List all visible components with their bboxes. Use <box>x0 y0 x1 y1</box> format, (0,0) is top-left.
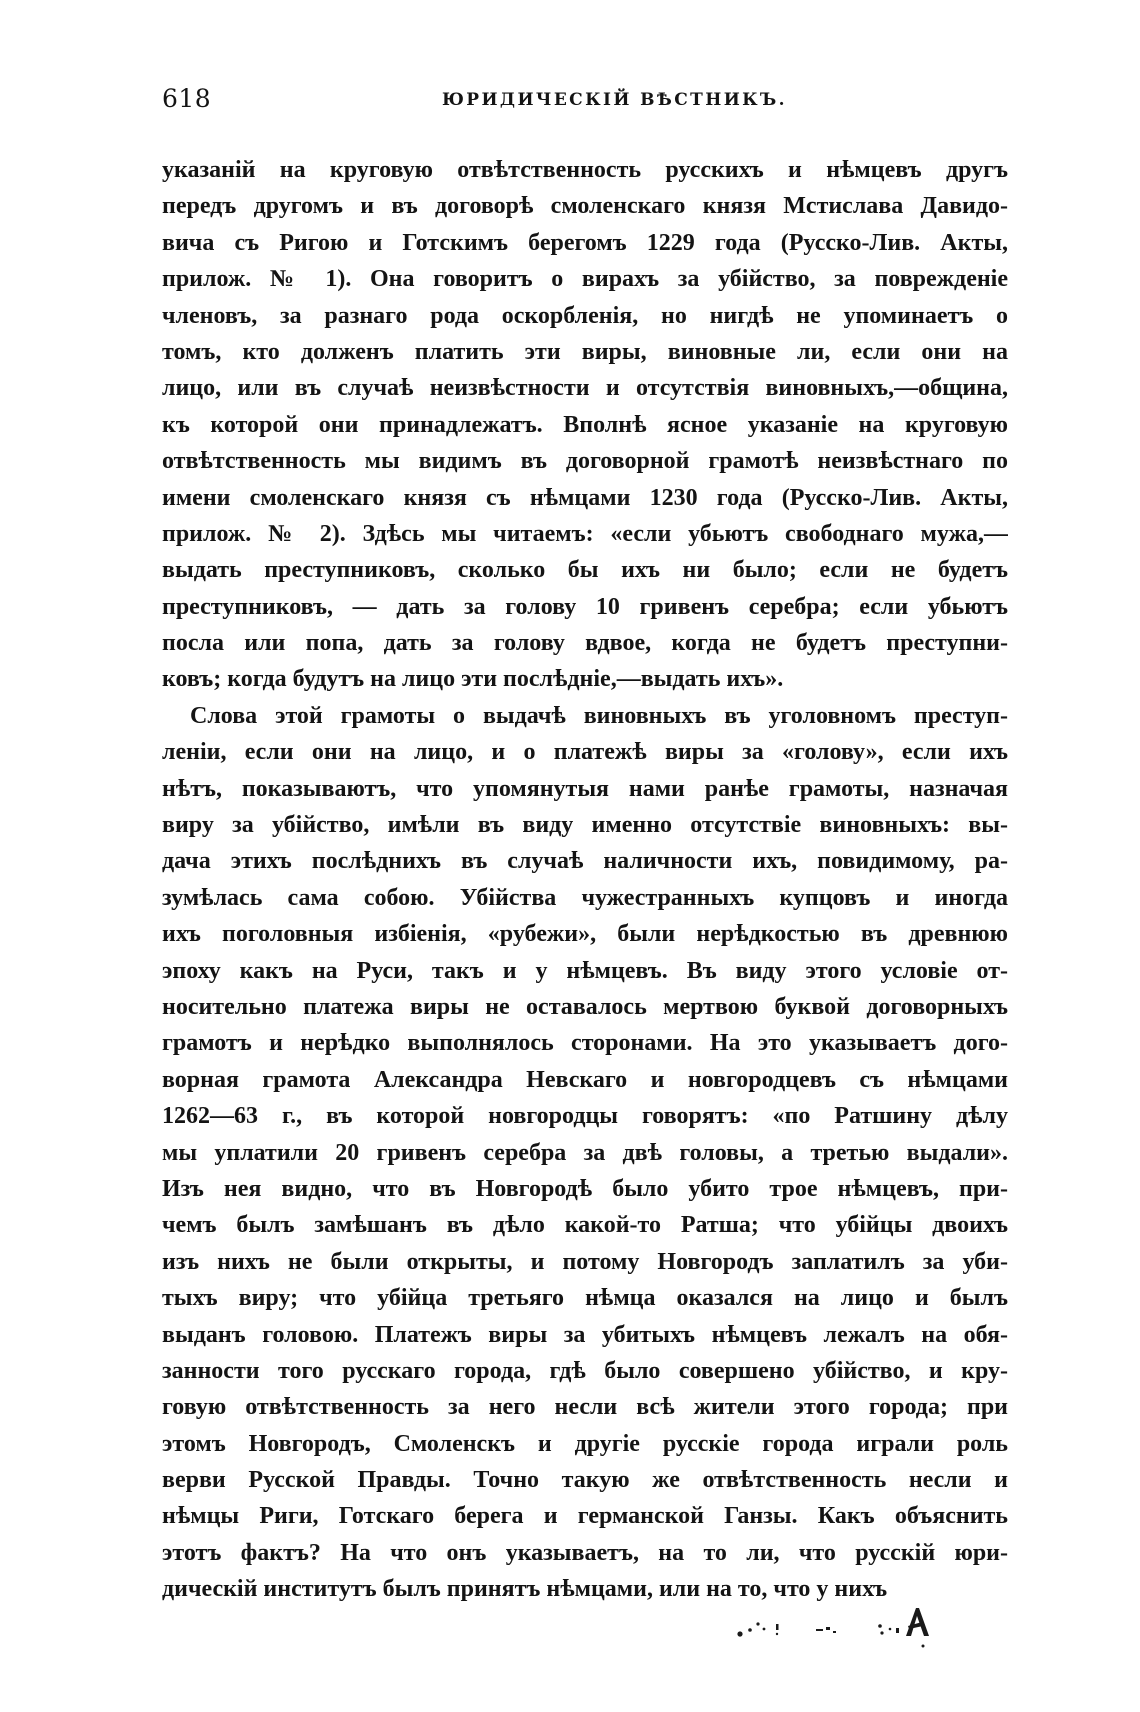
text-line: ихъ поголовныя избіенія, «рубежи», были нерѣдкостью въ древнюю <box>162 921 1008 948</box>
text-line: къ которой они принадлежатъ. Вполнѣ ясное указаніе на круговую <box>162 411 1008 438</box>
text-line: прилож. № 2). Здѣсь мы читаемъ: «если убьютъ свободнаго мужа,— <box>162 520 1008 547</box>
text-line: нѣмцы Риги, Готскаго берега и германской Ганзы. Какъ объяснить <box>162 1503 1008 1530</box>
text-line: выданъ головою. Платежъ виры за убитыхъ нѣмцевъ лежалъ на обя- <box>162 1321 1008 1348</box>
text-line: ковъ; когда будутъ на лицо эти послѣдніе,—выдать ихъ». <box>162 666 784 693</box>
body-text <box>162 152 1008 1608</box>
text-line: прилож. № 1). Она говоритъ о вирахъ за убійство, за поврежденіе <box>162 266 1008 293</box>
text-line: членовъ, за разнаго рода оскорбленія, но нигдѣ не упоминаетъ о <box>162 302 1008 329</box>
text-line: чемъ былъ замѣшанъ въ дѣло какой-то Ратша; что убійцы двоихъ <box>162 1212 1008 1239</box>
text-line: мы уплатили 20 гривенъ серебра за двѣ головы, а третью выдали». <box>162 1139 1008 1166</box>
text-line: томъ, кто долженъ платить эти виры, виновные ли, если они на <box>162 338 1008 365</box>
text-line: посла или попа, дать за голову вдвое, когда не будетъ преступни- <box>162 630 1008 657</box>
catchword-ink-marks <box>730 1602 960 1652</box>
text-line: лицо, или въ случаѣ неизвѣстности и отсутствія виновныхъ,—община, <box>162 375 1008 402</box>
text-line: указаній на круговую отвѣтственность русскихъ и нѣмцевъ другъ <box>162 157 1008 183</box>
catchword-text: ... <box>740 1644 744 1649</box>
text-line: эпоху какъ на Руси, такъ и у нѣмцевъ. Въ виду этого условіе от- <box>162 957 1008 984</box>
text-line: этотъ фактъ? На что онъ указываетъ, на то ли, что русскій юри- <box>162 1539 1008 1566</box>
text-line: вича съ Ригою и Готскимъ берегомъ 1229 года (Русско-Лив. Акты, <box>162 229 1008 256</box>
text-line: изъ нихъ не были открыты, и потому Новгородъ заплатилъ за уби- <box>162 1248 1008 1275</box>
text-line: виру за убійство, имѣли въ виду именно отсутствіе виновныхъ: вы- <box>162 812 1008 839</box>
running-title: ЮРИДИЧЕСКІЙ ВѢСТНИКЪ. <box>442 90 787 110</box>
text-line: передъ другомъ и въ договорѣ смоленскаго князя Мстислава Давидо- <box>162 193 1008 220</box>
text-line: леніи, если они на лицо, и о платежѣ виры за «голову», если ихъ <box>162 739 1008 766</box>
text-line: выдать преступниковъ, сколько бы ихъ ни было; если не будетъ <box>162 557 1008 584</box>
text-line: Слова этой грамоты о выдачѣ виновныхъ въ уголовномъ преступ- <box>190 702 1008 729</box>
text-line: Изъ нея видно, что въ Новгородѣ было убито трое нѣмцевъ, при- <box>162 1175 1008 1202</box>
text-line: носительно платежа виры не оставалось мертвою буквой договорныхъ <box>162 993 1008 1020</box>
text-line: занности того русскаго города, гдѣ было совершено убійство, и кру- <box>162 1357 1008 1384</box>
text-line: говую отвѣтственность за него несли всѣ жители этого города; при <box>162 1394 1008 1421</box>
text-line: имени смоленскаго князя съ нѣмцами 1230 года (Русско-Лив. Акты, <box>162 484 1008 511</box>
text-line: тыхъ виру; что убійца третьяго нѣмца оказался на лицо и былъ <box>162 1285 1008 1312</box>
page-header <box>162 84 1008 124</box>
text-line: ворная грамота Александра Невскаго и новгородцевъ съ нѣмцами <box>162 1066 1008 1093</box>
text-line: зумѣлась сама собою. Убійства чужестранныхъ купцовъ и иногда <box>162 884 1008 911</box>
text-line: преступниковъ, — дать за голову 10 гривенъ серебра; если убьютъ <box>162 593 1008 620</box>
text-line: 1262—63 г., въ которой новгородцы говорятъ: «по Ратшину дѣлу <box>162 1103 1008 1130</box>
text-line: верви Русской Правды. Точно такую же отвѣтственность несли и <box>162 1467 1008 1494</box>
text-line: этомъ Новгородъ, Смоленскъ и другіе русскіе города играли роль <box>162 1430 1008 1457</box>
text-line: грамотъ и нерѣдко выполнялось сторонами. На это указываетъ дого- <box>162 1030 1008 1057</box>
page-number: 618 <box>162 84 212 113</box>
text-line: дическій институтъ былъ принятъ нѣмцами, или на то, что у нихъ <box>162 1576 888 1603</box>
text-line: отвѣтственность мы видимъ въ договорной грамотѣ неизвѣстнаго по <box>162 448 1008 475</box>
text-line: нѣтъ, показываютъ, что упомянутыя нами ранѣе грамоты, назначая <box>162 775 1008 802</box>
text-line: дача этихъ послѣднихъ въ случаѣ наличности ихъ, повидимому, ра- <box>162 848 1008 875</box>
